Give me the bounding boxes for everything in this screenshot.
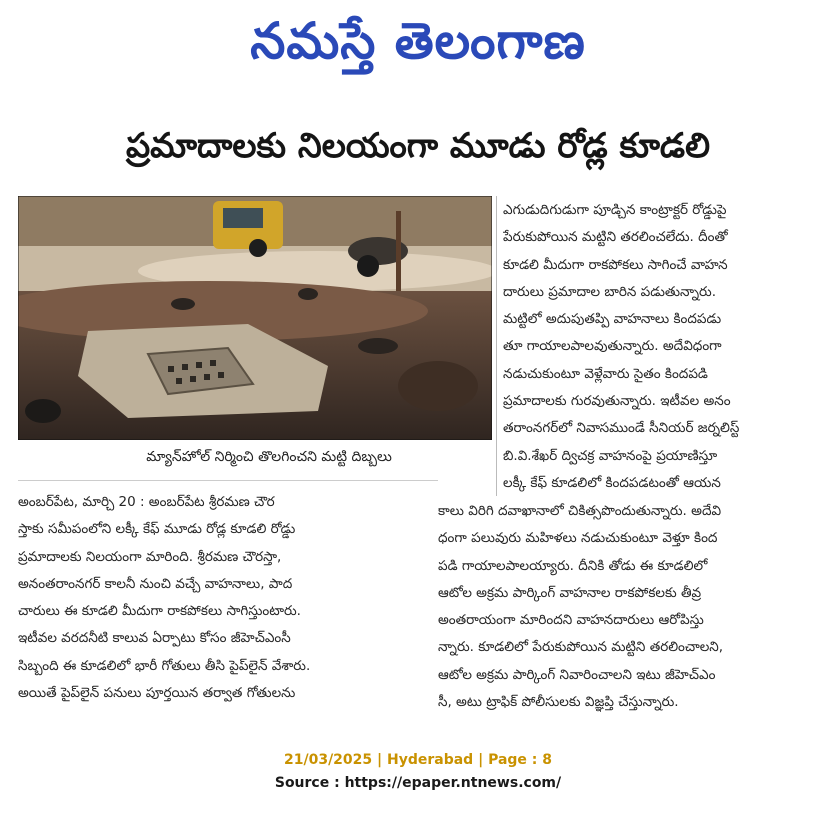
article-body-right-top — [503, 197, 815, 497]
text-line: సీ, అటు ట్రాఫిక్ పోలీసులకు విజ్ఞప్తి చేస్తున్నారు. — [438, 694, 679, 711]
text-line: తరాంనగర్‌లో నివాసముండే సీనియర్ జర్నలిస్ట్ — [503, 420, 740, 437]
text-line: దారులు ప్రమాదాల బారిన పడుతున్నారు. — [503, 283, 716, 300]
text-line: లక్కీ కేఫ్ కూడలిలో కిందపడటంతో ఆయన — [503, 474, 721, 491]
source-link[interactable]: Source : https://epaper.ntnews.com/ — [274, 775, 562, 791]
section-divider — [18, 480, 438, 481]
text-line: చారులు ఈ కూడలి మీదుగా రాకపోకలు సాగిస్తుంటారు. — [18, 603, 301, 620]
text-line: నడుచుకుంటూ వెళ్లేవారు సైతం కిందపడి — [503, 365, 708, 382]
article-body-right-bottom — [438, 498, 816, 716]
article-body-left — [18, 489, 410, 707]
text-line: ప్రమాదాలకు నిలయంగా మారింది. శ్రీరమణ చౌరస్తా, — [18, 548, 282, 565]
news-photo — [18, 196, 492, 440]
text-line: ప్రమాదాలకు గురవుతున్నారు. ఇటీవల అనం — [503, 393, 731, 410]
text-line: స్తాకు సమీపంలోని లక్కీ కేఫ్ మూడు రోడ్ల కూడలి రోడ్డు — [18, 521, 296, 538]
newspaper-masthead: నమస్తే తెలంగాణ — [250, 12, 586, 70]
text-line: ఆటోల అక్రమ పార్కింగ్ నివారించాలని ఇటు జీహెచ్ఎం — [438, 666, 716, 683]
text-line: పడి గాయాలపాలయ్యారు. దీనికి తోడు ఈ కూడలిలో — [438, 557, 708, 574]
text-line: ఇటీవల వరదనీటి కాలువ ఏర్పాటు కోసం జీహెచ్ఎంసీ — [18, 630, 291, 647]
text-line: ధంగా పలువురు మహిళలు నడుచుకుంటూ వెళ్తూ కింద — [438, 530, 718, 547]
text-line: న్నారు. కూడలిలో పేరుకుపోయిన మట్టిని తరలించాలని, — [438, 639, 724, 656]
text-line: ఎగుడుదిగుడుగా పూడ్చిన కాంట్రాక్టర్ రోడ్డుపై — [503, 202, 727, 218]
text-line: కాలు విరిగి దవాఖానాలో చికిత్సపొందుతున్నారు. అదేవి — [438, 503, 722, 519]
column-divider — [496, 196, 497, 496]
text-line: అంతరాయంగా మారిందని వాహనదారులు ఆరోపిస్తు — [438, 612, 704, 629]
text-line: పేరుకుపోయిన మట్టిని తరలించలేదు. దీంతో — [503, 229, 728, 246]
text-line: అయితే పైప్‌లైన్ పనులు పూర్తయిన తర్వాత గోతులను — [18, 685, 296, 702]
article-headline: ప్రమాదాలకు నిలయంగా మూడు రోడ్ల కూడలి — [125, 126, 711, 166]
text-line: ఆటోల అక్రమ పార్కింగ్ వాహనాల రాకపోకలకు తీవ్ర — [438, 584, 702, 601]
text-line: తూ గాయాలపాలవుతున్నారు. అదేవిధంగా — [503, 338, 722, 355]
text-line: అనంతరాంనగర్ కాలనీ నుంచి వచ్చే వాహనాలు, పాద — [18, 575, 293, 592]
text-line: సిబ్బంది ఈ కూడలిలో భారీ గోతులు తీసి పైప్‌లైన్ వేశారు. — [18, 657, 311, 674]
text-line: బి.వి.శేఖర్ ద్విచక్ర వాహనంపై ప్రయాణిస్తూ — [503, 447, 718, 464]
photo-caption: మ్యాన్‌హోల్ నిర్మించి తొలగించని మట్టి దిబ్బలు — [44, 444, 494, 470]
text-line: అంబర్‌పేట, మార్చి 20 : అంబర్‌పేట శ్రీరమణ చౌర — [18, 494, 275, 510]
text-line: కూడలి మీదుగా రాకపోకలు సాగించే వాహన — [503, 256, 728, 273]
text-line: మట్టిలో అదుపుతప్పి వాహనాలు కిందపడు — [503, 311, 722, 328]
dateline: 21/03/2025 | Hyderabad | Page : 8 — [283, 752, 553, 768]
